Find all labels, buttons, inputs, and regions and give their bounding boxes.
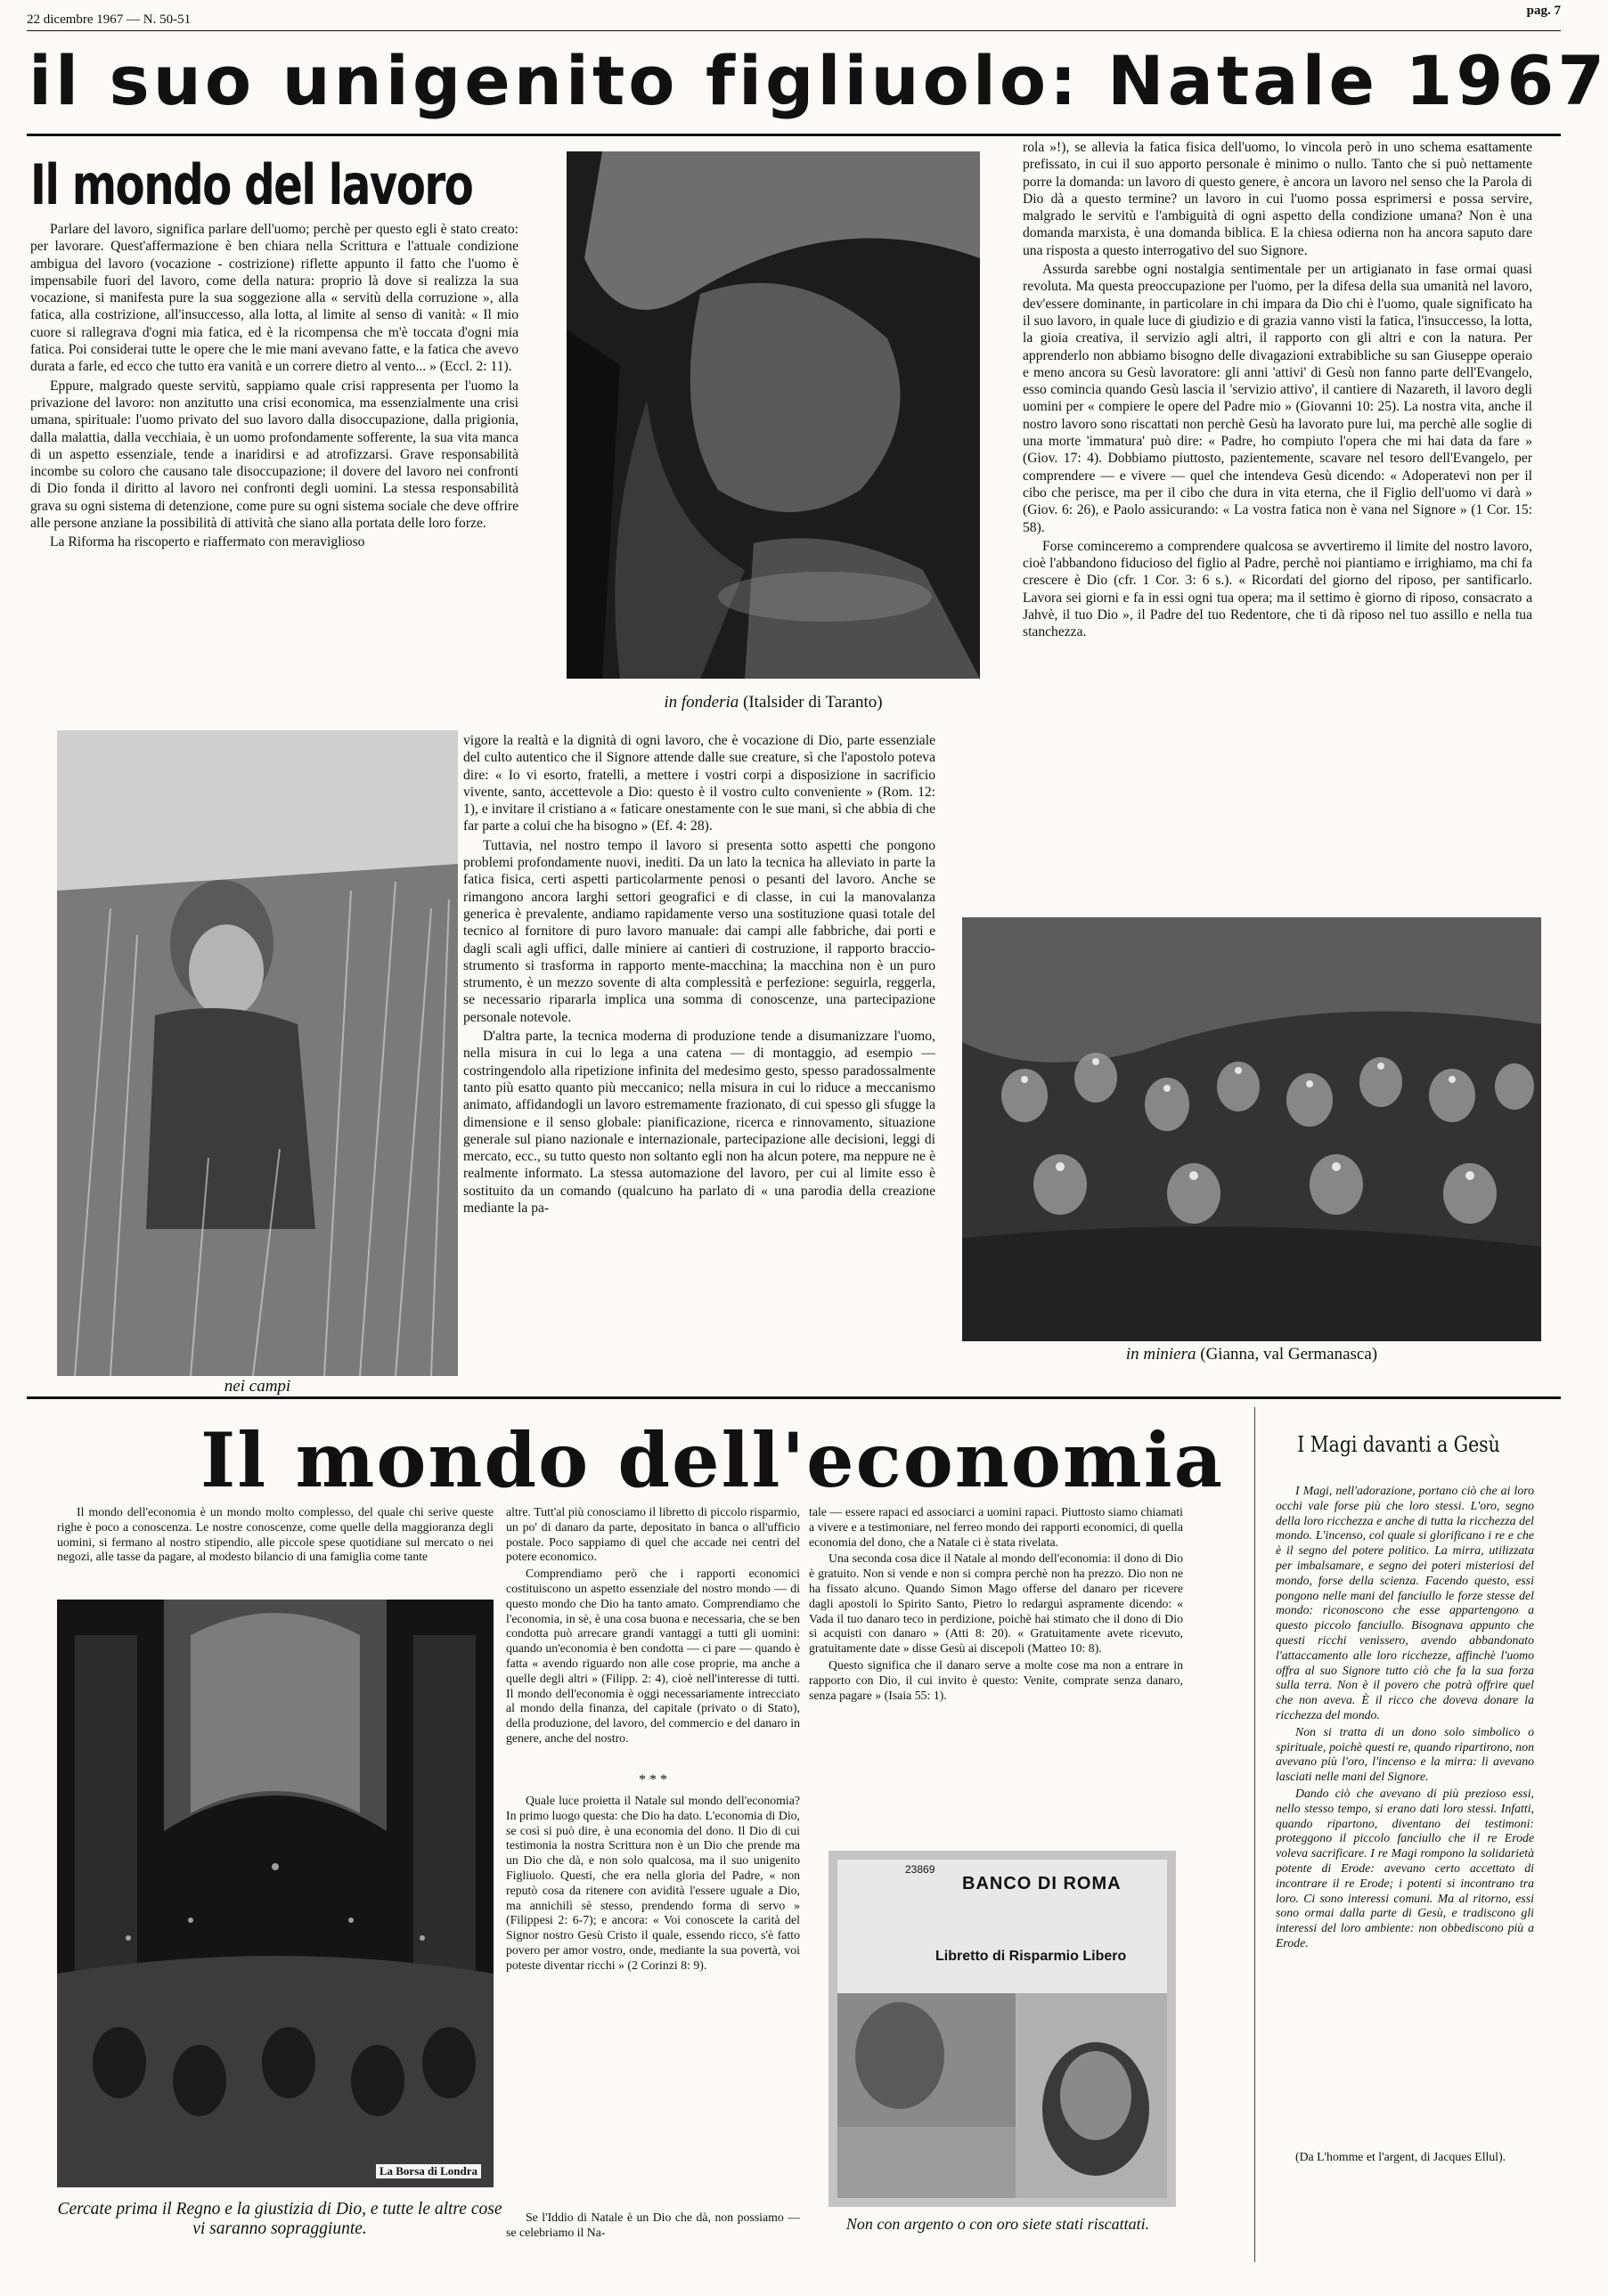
paragraph: vigore la realtà e la dignità di ogni lavoro, che è vocazione di Dio, parte essenziale del culto autentico che il Signore attende dalle sue creature, sì che l'apostolo poteva dire: « Io vi esorto, fratelli, a mettere i vostri corpi a disposizione in sacrificio vivente, santo, accettevole a Dio: questo è il vostro culto conveniente » (Rom. 12: 1), e invitare il cristiano a « faticare onestamente con le sue mani, sì che abbia di che far parte a colui che ha bisogno » (Ef. 4: 28).: [463, 733, 935, 835]
photo-london-exchange: [57, 1600, 494, 2187]
paragraph: Assurda sarebbe ogni nostalgia sentimentale per un artigianato in fase ormai quasi revoluta. Ma questa preoccupazione per l'uomo, per la difesa della sua umanità nel lavoro, dev'essere dominante, in particolare in chi impara da Dio chi è l'uomo, quale significato ha il suo lavoro, in quale luce di giudizio e di grazia vanno visti la fatica, l'insuccesso, la lotta, la gioia creativa, il servizio agli altri, il rapporto con gli altri e con la natura. Per apprenderlo non abbiamo bisogno delle divagazioni extrabibliche su san Giuseppe operaio e meno ancora su Gesù lavoratore: gli anni 'attivi' di Gesù non fanno parte dell'Evangelo, esso comincia quando Gesù lascia il 'servizio attivo', il cantiere di Nazareth, il lavoro degli uomini per « compiere le opere del Padre mio » (Giovanni 10: 25). La nostra vita, anche il nostro lavoro sono riscattati non perchè Gesù ha lavorato pure lui, ma perchè alle soglie di una morte 'immatura' può dire: « Padre, ho compiuto l'opera che mi hai data da fare » (Giov. 17: 4). Dobbiamo piuttosto, pazientemente, scavare nel tesoro dell'Evangelo, per comprendere — e vivere — quel che intendeva Gesù dicendo: « Adoperatevi non per il cibo che perisce, ma per il cibo che dura in vita eterna, che il Figlio dell'uomo vi darà » (Giov. 6: 26), e Paolo assicurando: « La vostra fatica non è vana nel Signore » (1 Cor. 15: 58).: [1023, 262, 1532, 535]
paragraph: Eppure, malgrado queste servitù, sappiamo quale crisi rappresenta per l'uomo la privazione del lavoro: non anzitutto una crisi economica, ma essenzialmente una crisi umana, spirituale: l'uomo privato del suo lavoro dalla disoccupazione, dalla prigionia, dalla malattia, dalla vecchiaia, è un uomo profondamente sofferente, la sua vita manca di un aspetto essenziale, tende a inaridirsi e ad atrofizzarsi. Grave responsabilità incombe su coloro che causano tale disoccupazione; il dovere del lavoro nei confronti di Dio fonda il diritto al lavoro nei confronti degli uomini. La stessa responsabilità grava su ogni sistema di detenzione, come pure su ogni sistema sociale che deve offrire alle persone anziane la possibilità di attività che siano alla portata delle loro forze.: [30, 378, 518, 532]
photo-label-exchange: La Borsa di Londra: [376, 2164, 481, 2178]
magi-source: [1276, 2150, 1534, 2203]
caption-foundry-italic: in fonderia: [664, 693, 739, 712]
paragraph: D'altra parte, la tecnica moderna di produzione tende a disumanizzare l'uomo, nella misura in cui lo lega a una catena — di montaggio, ad esempio — costringendolo alla ripetizione infinita del medesimo gesto, spesso paradossalmente tanto più esatto quanto più meccanico; nella misura in cui lo riduce a meccanismo animato, affidandogli un lavoro estremamente frazionato, di cui spesso gli sfugge la dimensione e il senso globale: pianificazione, ricerca e rinnovamento, situazione generale sul piano nazionale e internazionale, partecipazione alle decisioni, leggi di mercato, ecc., su tutto questo non soltanto egli non ha alcun potere, ma neppure ne è realmente informato. La stessa automazione del lavoro, per cui al limite esso è sostituito da un comando (qualcuno ha parlato di « una parodia della creazione mediante la pa-: [463, 1029, 935, 1217]
section-title-lavoro: Il mondo del lavoro: [30, 152, 473, 217]
paragraph: Non si tratta di un dono solo simbolico o spirituale, poichè questi re, quando ripartirono, non avevano più l'oro, l'incenso e la mirra: li avevano lasciati nelle mani del Signore.: [1276, 1724, 1534, 1784]
paragraph: Una seconda cosa dice il Natale al mondo dell'economia: il dono di Dio è gratuito. Non si vende e non si compra perchè non ha prezzo. Dio non ne ha fissato alcuno. Quando Simon Mago offerse del danaro per ricevere dagli apostoli lo Spirito Santo, Pietro lo redarguì aspramente dicendo: « Vada il tuo danaro teco in perdizione, poichè hai stimato che il dono di Dio si acquisti con danaro » (Atti 8: 20). « Gratuitamente avete ricevuto, gratuitamente date » disse Gesù ai discepoli (Matteo 10: 8).: [809, 1551, 1183, 1656]
paragraph: altre. Tutt'al più conosciamo il libretto di piccolo risparmio, un po' di danaro da parte, depositato in banca o all'ufficio postale. Poco sappiamo di quel che accade nei centri del potere economico.: [506, 1505, 800, 1564]
economia-column-2c: [506, 2211, 800, 2246]
page-number: pag. 7: [1526, 4, 1561, 18]
paragraph: Dando ciò che avevano di più prezioso essi, nello stesso tempo, si erano dati loro stessi. Infatti, quando ripartono, diventano dei testimoni: proteggono il piccolo fanciullo che il re Erode voleva sacrificare. I re Magi rompono la solidarietà potente di Erode: avevano certo accettato di incontrare il re Erode; i potenti si incontrano tra loro. Ci sono interessi comuni. Ma al ritorno, essi sono ormai dalla parte di Gesù, e tradiscono gli interessi del loro ambiente: non obbediscono più a Erode.: [1276, 1786, 1534, 1950]
caption-argento-text: Non con argento o con oro siete stati riscattati.: [845, 2215, 1150, 2233]
paragraph: Tuttavia, nel nostro tempo il lavoro si presenta sotto aspetti che pongono problemi profondamente nuovi, inediti. Da un lato la tecnica ha alleviato in parte la fatica fisica, certi aspetti particolarmente penosi o pesanti del lavoro. Anche se rimangono ancora larghi settori geografici e di classe, in cui la manovalanza generica è prevalente, andiamo rapidamente verso una sostituzione quasi totale del tecnico al fornitore di puro lavoro manuale: dai campi alle fabbriche, dai porti e dagli scali agli uffici, dalle miniere ai cantieri di costruzione, il rapporto braccio-strumento si trasforma in rapporto mente-macchina; la macchina non è un puro strumento, è un mezzo sovente di alta complessità e perfezione: seguirla, reggerla, se necessario ripararla implica una somma di conoscenze, una partecipazione personale notevole.: [463, 837, 935, 1025]
lavoro-column-3: [1023, 139, 1532, 887]
bank-name: BANCO DI ROMA: [962, 1874, 1122, 1893]
paragraph: Comprendiamo però che i rapporti economici costituiscono un aspetto essenziale del nostro mondo — di questo mondo che Dio ha tanto amato. Comprendiamo che l'economia, in sè, è una cosa buona e necessaria, che se ben condotta può arrecare grandi vantaggi a tutti gli uomini: quando un'economia è ben condotta — ci pare — quando è fatta « avendo riguardo non alle cose proprie, ma anche a quelle degli altri » (Filipp. 2: 4), cioè nell'interesse di tutti. Il mondo dell'economia è oggi necessariamente intrecciato al mondo della finanza, del capitale (privato o di Stato), della produzione, del lavoro, del commercio e del danaro in genere, anche del nostro.: [506, 1567, 800, 1745]
photo-foundry: [567, 151, 980, 679]
lavoro-column-1: [30, 221, 518, 720]
magi-body: [1276, 1484, 1534, 2143]
paragraph: tale — essere rapaci ed associarci a uomini rapaci. Piuttosto siamo chiamati a vivere e a testimoniare, nel ferreo mondo dei rapporti economici, di quella economia del dono, che a Natale ci è stata rivelata.: [809, 1505, 1183, 1549]
paragraph: Questo significa che il danaro serve a molte cose ma non a entrare in rapporto con Dio, il cui invito è questo: Venite, comprate senza danaro, senza pagare » (Isaia 55: 1).: [809, 1657, 1183, 1702]
caption-fields-italic: nei campi: [224, 1377, 291, 1396]
magi-box-left-border: [1254, 1407, 1255, 2262]
caption-foundry-place: (Italsider di Taranto): [743, 693, 883, 712]
headline-rule: [27, 134, 1561, 136]
economia-column-2b: [506, 1794, 800, 2186]
paragraph: Se l'Iddio di Natale è un Dio che dà, non possiamo — se celebriamo il Na-: [506, 2211, 800, 2239]
paragraph: Quale luce proietta il Natale sul mondo dell'economia? In primo luogo questa: che Dio ha dato. L'economia di Dio, se così si può dire, è una economia del dono. Il Dio di cui testimonia la nostra Scrittura non è un Dio che prende ma un Dio che dà, e non solo qualcosa, ma il suo unigenito Figliuolo. Questi, che era nella gloria del Padre, « non reputò cosa da ritenere con avidità l'essere uguale a Dio, ma annichilì sè stesso, prendendo forma di servo » (Filippesi 2: 6-7); e ancora: « Voi conoscete la carità del Signor nostro Gesù Cristo il quale, essendo ricco, s'è fatto povero per amor vostro, onde, mediante la sua povertà, voi poteste diventar ricchi » (2 Corinzi 8: 9).: [506, 1794, 800, 1972]
lavoro-column-2: [463, 732, 935, 1373]
photo-mine: [962, 917, 1541, 1341]
section-title-economia: Il mondo dell'economia: [200, 1416, 1225, 1504]
caption-fields: [57, 1377, 458, 1396]
magi-box: [1258, 1409, 1539, 2264]
paragraph: Parlare del lavoro, significa parlare dell'uomo; perchè per questo egli è stato creato: per lavorare. Quest'affermazione è ben chiara nella Scrittura e l'attuale condizione ambigua del lavoro (vocazione - costrizione) riflette appunto il fatto che l'uomo è impensabile fuori del lavoro, come della natura: proprio là dove si realizza la sua vocazione, si manifesta pure la sua soggezione alla « servitù della corruzione », alla fatica, alla costrizione, all'insuccesso, alla lotta, al limite al senso di vanità: « Il mio cuore si rallegrava d'ogni mia fatica, ed è la ricompensa che m'è toccata d'ogni mia fatica. Poi considerai tutte le opere che le mie mani avevano fatte, e la fatica che avevo durata a farle, ed ecco che tutto era vanità e un correre dietro al vento... » (Eccl. 2: 11).: [30, 222, 518, 375]
booklet-number: 23869: [905, 1863, 935, 1876]
fields-image: [57, 730, 458, 1376]
economia-intro: [57, 1505, 494, 1591]
photo-fields: [57, 730, 458, 1376]
paragraph: Forse cominceremo a comprendere qualcosa se avvertiremo il limite del nostro lavoro, cioè l'abbandono fiducioso del figlio al Padre, perchè noi piantiamo e irrighiamo, ma chi fa crescere è Dio (cfr. 1 Cor. 3: 6 s.). « Ricordati del giorno del riposo, per santificarlo. Lavora sei giorni e fa in essi ogni tua opera; ma il settimo è giorno di riposo, consacrato a Jahvè, il tuo Dio », il Padre del tuo Redentore, che ti dà riposo nel tuo assillo e nella tua stanchezza.: [1023, 538, 1532, 640]
economia-column-3: [809, 1505, 1183, 1826]
paragraph: Il mondo dell'economia è un mondo molto complesso, del quale chi serive queste righe è poco a conoscenza. Le nostre conoscenze, come quelle della maggioranza degli uomini, si fermano al nostro stipendio, alle piccole spese quotidiane sul mercato o nei negozi, alle tasse da pagare, al modesto bilancio di una famiglia come tante: [57, 1505, 494, 1564]
page-headline: il suo unigenito figliuolo: Natale 1967: [29, 41, 1608, 120]
caption-argento: [811, 2214, 1185, 2234]
section-stars: * * *: [639, 1772, 667, 1787]
paragraph: rola »!), se allevia la fatica fisica dell'uomo, lo vincola però in uno schema esattamente prefissato, in cui il suo apporto personale è minimo o nullo. Tanto che si può nettamente porre la domanda: un lavoro di questo genere, è ancora un lavoro nel senso che la Parola di Dio dà a questo termine? un lavoro in cui l'uomo possa esprimersi e possa servire, malgrado le servitù e l'ambiguità di ogni aspetto della condizione umana? Non è una domanda marxista, è una domanda biblica. E la chiesa odierna non ha ancora saputo dare una risposta a questo interrogativo del suo Signore.: [1023, 140, 1532, 258]
caption-mine-italic: in miniera: [1125, 1345, 1196, 1364]
foundry-image: [567, 151, 980, 679]
mine-image: [962, 917, 1541, 1341]
header-rule: [27, 30, 1561, 31]
caption-foundry: [567, 693, 980, 712]
caption-regno: [57, 2200, 502, 2239]
exchange-image: [57, 1600, 494, 2187]
caption-regno-text: Cercate prima il Regno e la giustizia di Dio, e tutte le altre cose vi saranno sopraggiunte.: [57, 2200, 502, 2238]
caption-mine-place: (Gianna, val Germanasca): [1200, 1345, 1378, 1364]
photo-savings-book: [828, 1851, 1176, 2207]
savings-book-image: [828, 1851, 1176, 2207]
section-divider: [27, 1396, 1561, 1399]
issue-date: 22 dicembre 1967 — N. 50-51: [27, 12, 192, 27]
caption-mine: [962, 1345, 1541, 1364]
paragraph: I Magi, nell'adorazione, portano ciò che ai loro occhi vale forse più che loro stessi. L'oro, segno della loro ricchezza e anche di tutta la ricchezza del mondo. L'incenso, col quale si glorificano i re e che è il segno del potere politico. La mirra, utilizzata per imbalsamare, e segno dei poteri misteriosi del mondo, forse della scienza. Facendo questo, essi pongono nelle mani del fanciullo le forze stesse del mondo: riconoscono che esse appartengono a questo piccolo fanciullo. Bisognava appunto che questi ricchi venissero, avendo abbandonato l'attaccamento alle loro ricchezze, affinchè l'uomo offra al suo Signore tutto ciò che fa la sua forza sulla terra. Non è il povero che potrà offrire quel che non aveva. È il ricco che doveva donare la ricchezza del mondo.: [1276, 1484, 1534, 1722]
economia-column-2: [506, 1505, 800, 1763]
magi-title: I Magi davanti a Gesù: [1297, 1432, 1500, 1457]
booklet-title: Libretto di Risparmio Libero: [935, 1949, 1127, 1964]
paragraph: La Riforma ha riscoperto e riaffermato con meraviglioso: [50, 534, 365, 550]
source-citation: (Da L'homme et l'argent, di Jacques Ellul).: [1295, 2150, 1506, 2163]
